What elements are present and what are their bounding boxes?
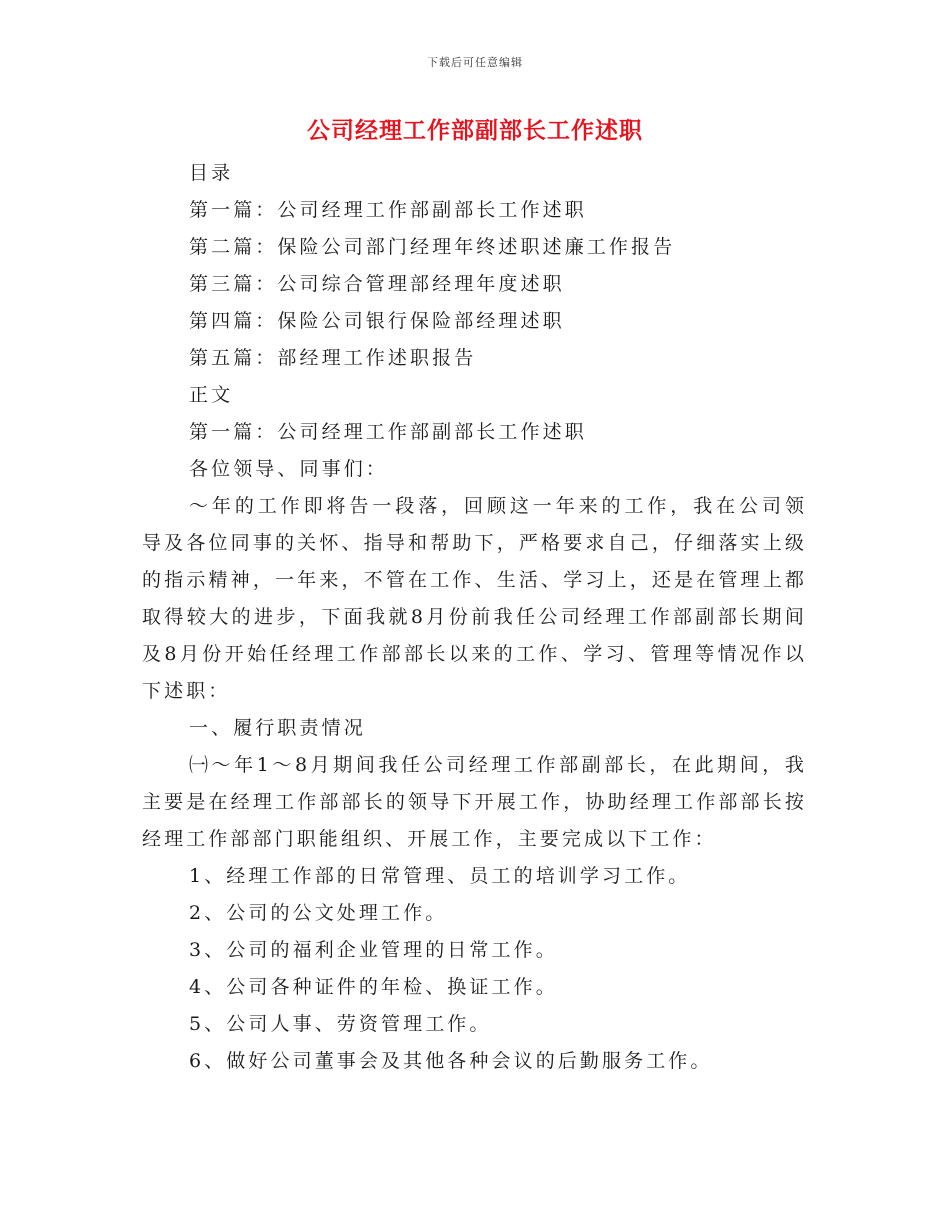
document-body xyxy=(142,155,807,1080)
intro-paragraph: ～年的工作即将告一段落，回顾这一年来的工作，我在公司领导及各位同事的关怀、指导和帮助下，严格要求自己，仔细落实上级的指示精神，一年来，不管在工作、生活、学习上，还是在管理上都取得较大的进步，下面我就8月份前我任公司经理工作部副部长期间及8月份开始任经理工作部部长以来的工作、学习、管理等情况作以下述职： xyxy=(142,495,807,702)
task-item: 2、公司的公文处理工作。 xyxy=(189,902,448,924)
greeting: 各位领导、同事们： xyxy=(189,458,388,480)
toc-item: 第三篇：公司综合管理部经理年度述职 xyxy=(189,273,565,295)
toc-item: 第一篇：公司经理工作部副部长工作述职 xyxy=(189,199,587,221)
task-item: 6、做好公司董事会及其他各种会议的后勤服务工作。 xyxy=(189,1050,713,1072)
task-item: 5、公司人事、劳资管理工作。 xyxy=(189,1013,492,1035)
chapter-title: 第一篇：公司经理工作部副部长工作述职 xyxy=(189,421,587,443)
task-item: 4、公司各种证件的年检、换证工作。 xyxy=(189,976,558,998)
toc-item: 第二篇：保险公司部门经理年终述职述廉工作报告 xyxy=(189,236,676,258)
body-heading: 正文 xyxy=(189,384,234,406)
toc-heading: 目录 xyxy=(189,162,234,184)
section-heading: 一、履行职责情况 xyxy=(189,717,366,739)
task-item: 1、经理工作部的日常管理、员工的培训学习工作。 xyxy=(189,865,691,887)
task-item: 3、公司的福利企业管理的日常工作。 xyxy=(189,939,558,961)
header-note: 下载后可任意编辑 xyxy=(427,56,523,69)
document-title: 公司经理工作部副部长工作述职 xyxy=(307,117,643,144)
toc-item: 第五篇：部经理工作述职报告 xyxy=(189,347,477,369)
section-paragraph: ㈠～年1～8月期间我任公司经理工作部副部长，在此期间，我主要是在经理工作部部长的领导下开展工作，协助经理工作部部长按经理工作部部门职能组织、开展工作，主要完成以下工作： xyxy=(142,754,807,850)
toc-item: 第四篇：保险公司银行保险部经理述职 xyxy=(189,310,565,332)
